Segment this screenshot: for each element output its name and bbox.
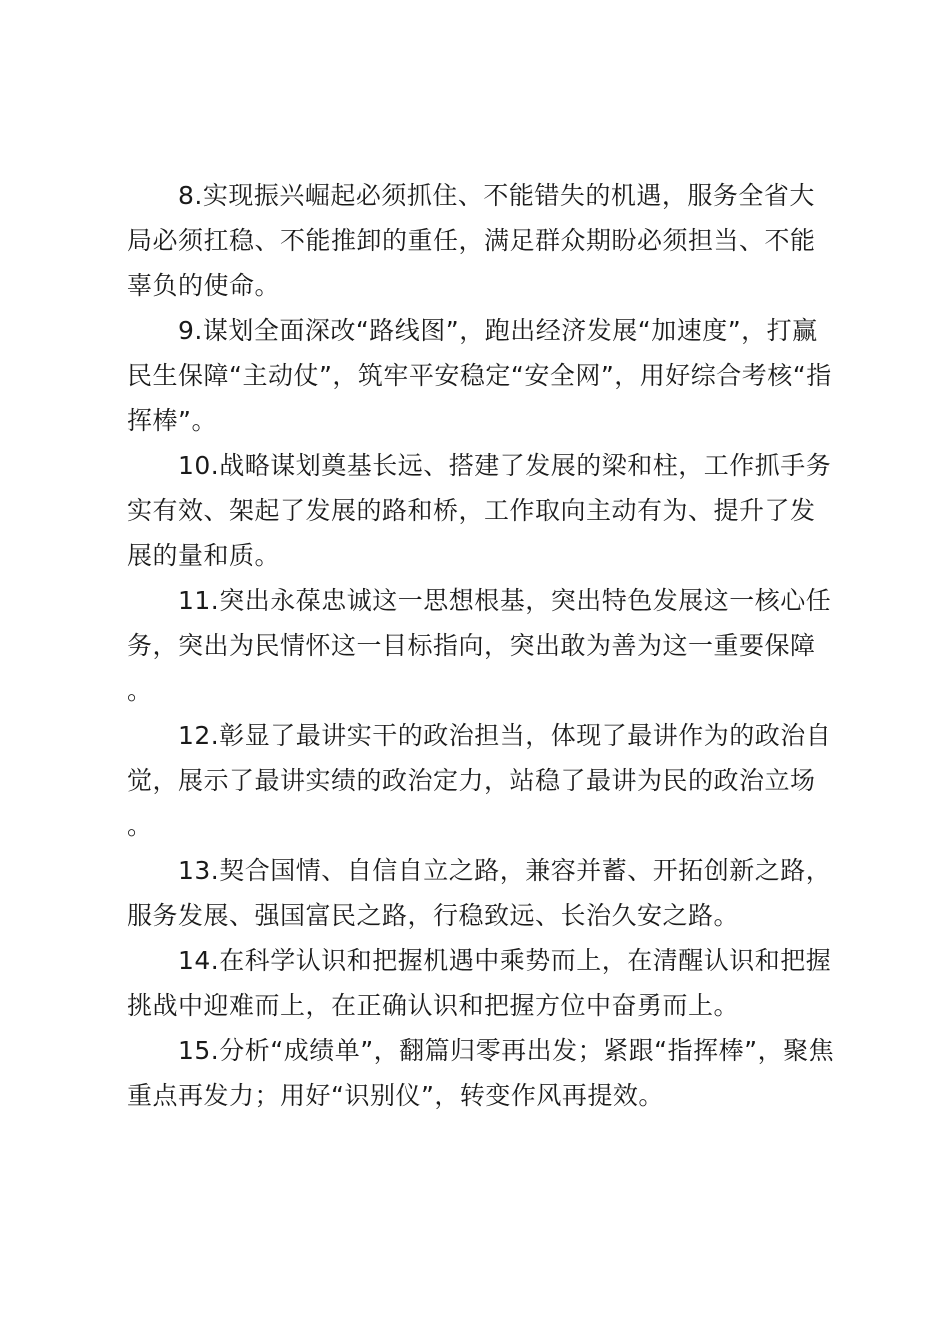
paragraph-item-8: 8.实现振兴崛起必须抓住、不能错失的机遇，服务全省大局必须扛稳、不能推卸的重任，满足群众期盼必须担当、不能辜负的使命。 xyxy=(127,181,816,300)
paragraph-item-9: 9.谋划全面深改“路线图”，跑出经济发展“加速度”，打赢民生保障“主动仗”，筑牢平安稳定“安全网”，用好综合考核“指挥棒”。 xyxy=(127,316,832,435)
paragraph-item-15: 15.分析“成绩单”，翻篇归零再出发；紧跟“指挥棒”，聚焦重点再发力；用好“识别仪”，转变作风再提效。 xyxy=(127,1036,835,1110)
paragraph-item-11: 11.突出永葆忠诚这一思想根基，突出特色发展这一核心任务，突出为民情怀这一目标指向，突出敢为善为这一重要保障。 xyxy=(127,586,832,705)
paragraph-item-13: 13.契合国情、自信自立之路，兼容并蓄、开拓创新之路，服务发展、强国富民之路，行稳致远、长治久安之路。 xyxy=(127,856,832,930)
document-body xyxy=(127,173,835,1118)
paragraph-item-10: 10.战略谋划奠基长远、搭建了发展的梁和柱，工作抓手务实有效、架起了发展的路和桥，工作取向主动有为、提升了发展的量和质。 xyxy=(127,451,832,570)
paragraph-item-12: 12.彰显了最讲实干的政治担当，体现了最讲作为的政治自觉，展示了最讲实绩的政治定力，站稳了最讲为民的政治立场。 xyxy=(127,721,832,840)
paragraph-item-14: 14.在科学认识和把握机遇中乘势而上，在清醒认识和把握挑战中迎难而上，在正确认识和把握方位中奋勇而上。 xyxy=(127,946,832,1020)
